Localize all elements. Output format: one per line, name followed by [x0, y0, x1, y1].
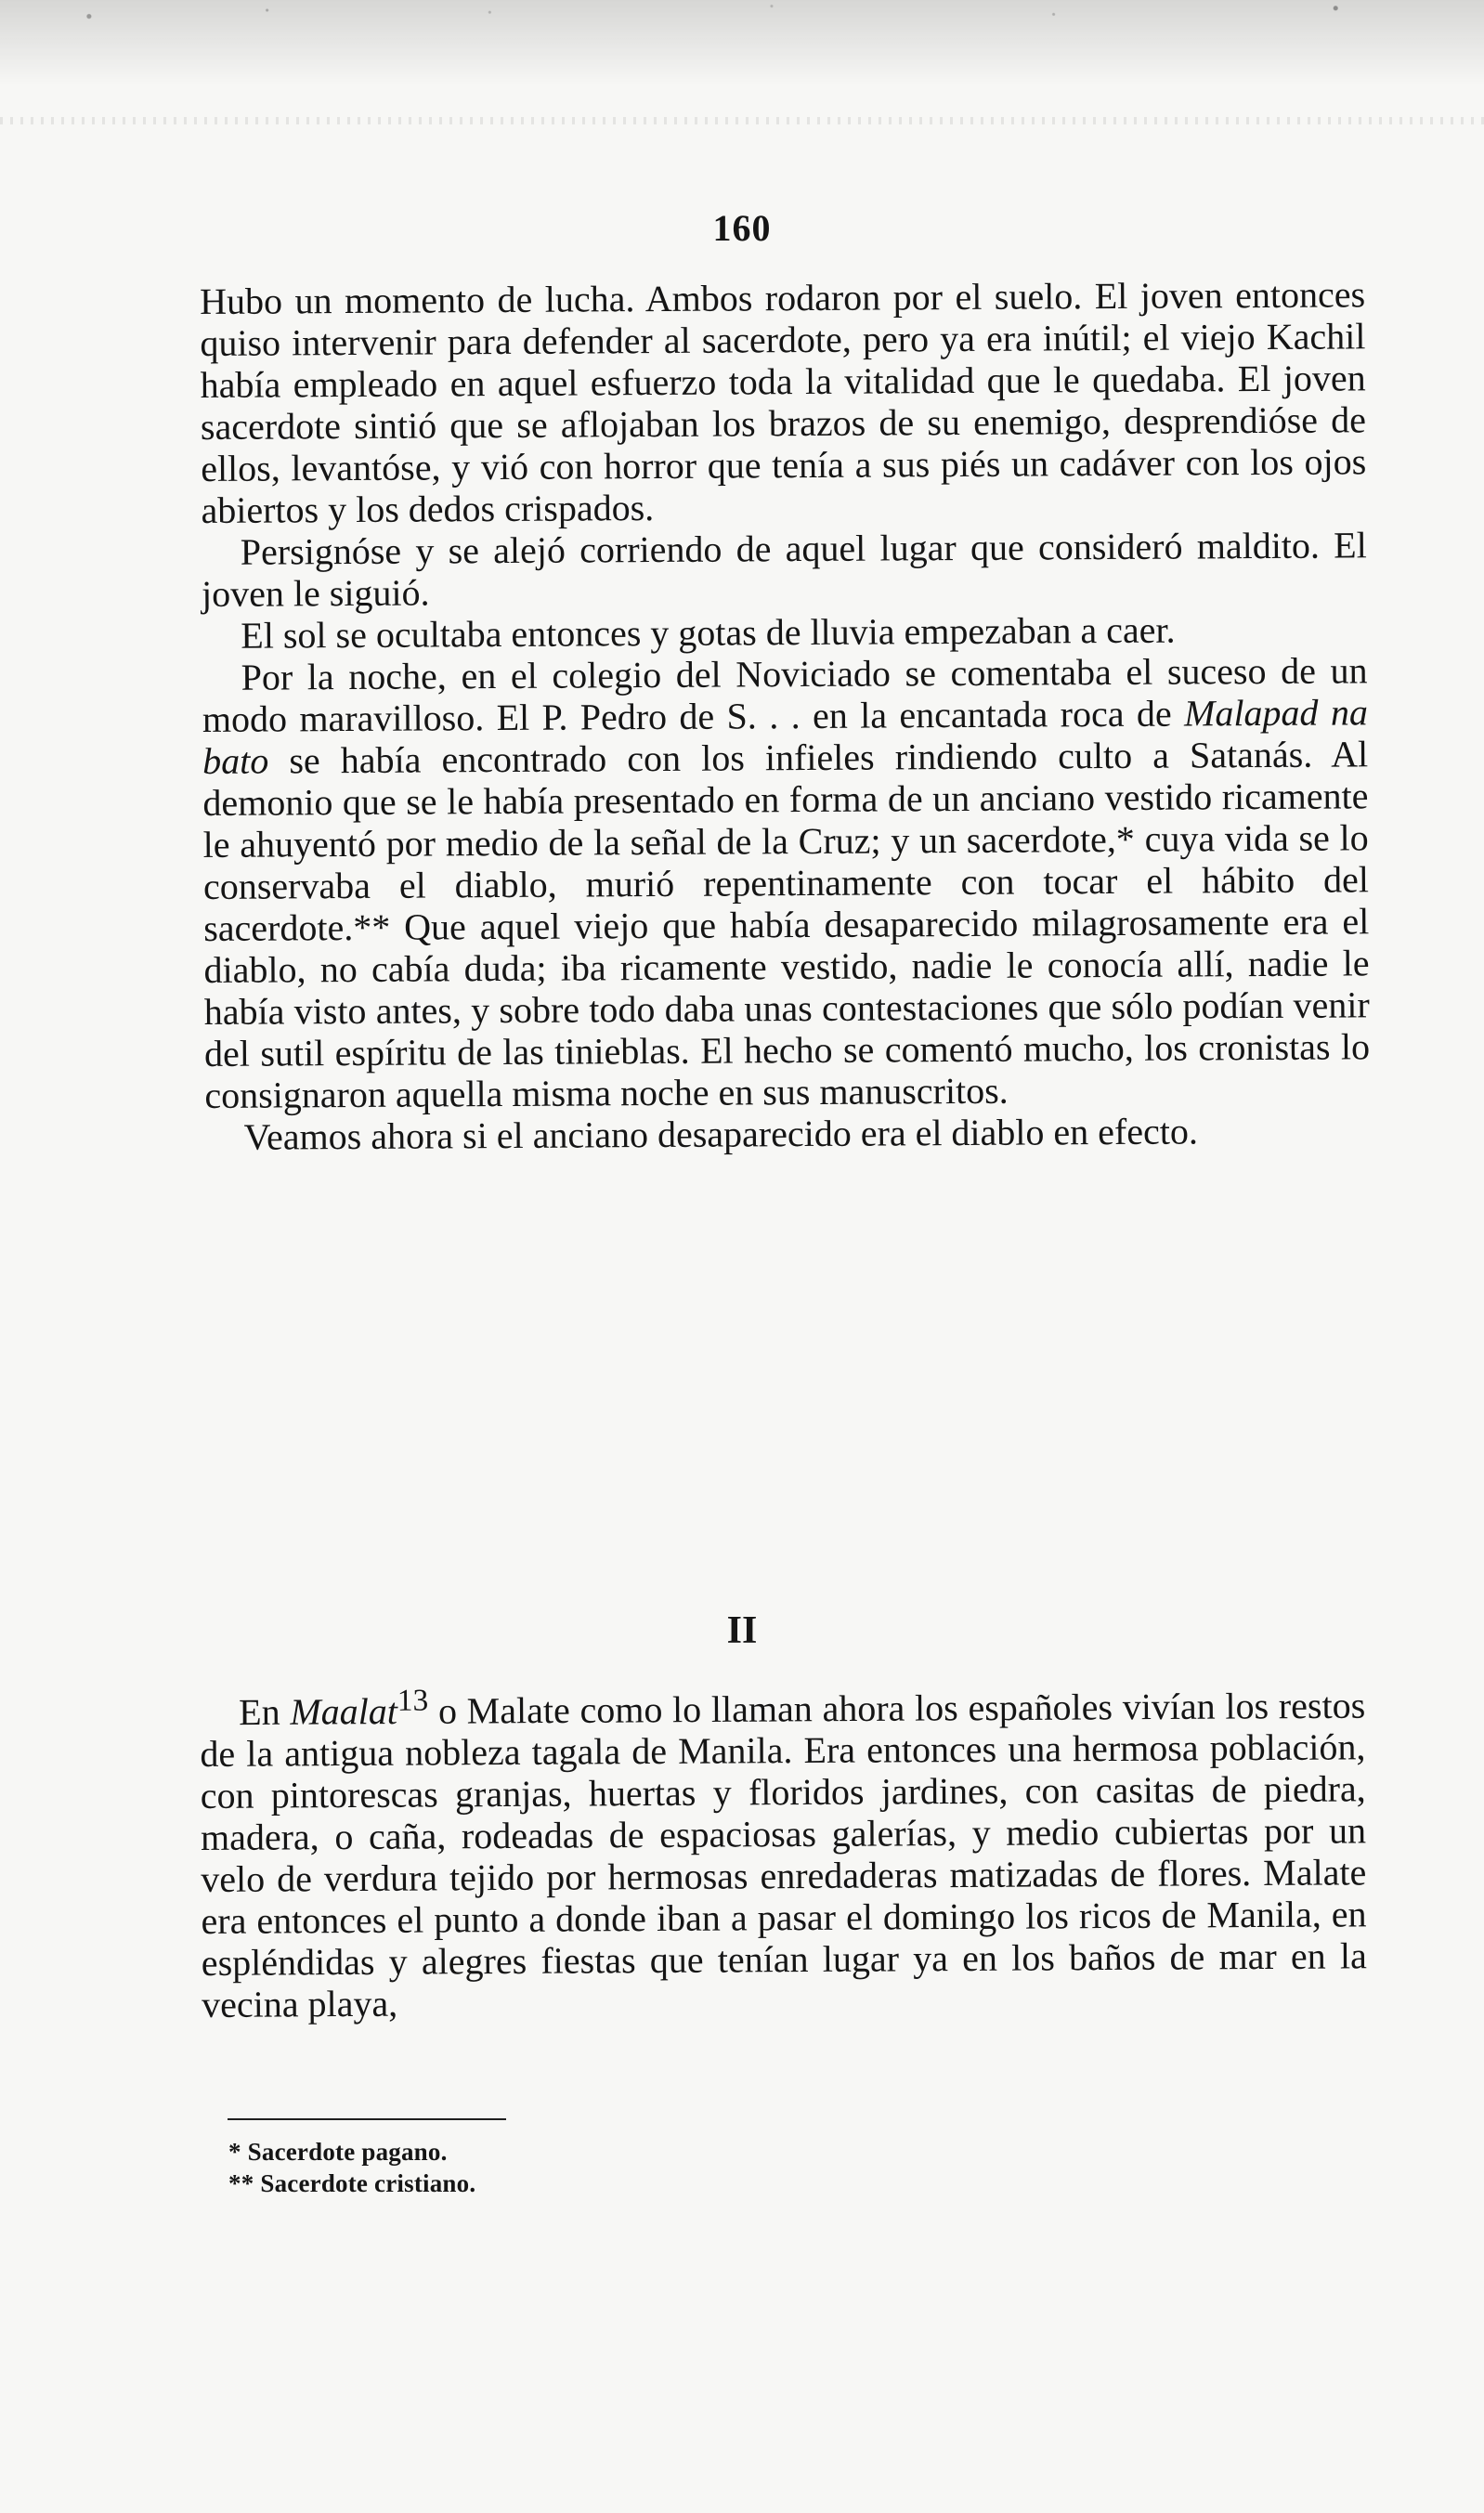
paragraph-6-italic-place: Maalat: [290, 1690, 398, 1733]
page-number: 160: [712, 207, 772, 249]
paragraph-6: [200, 1673, 1367, 2025]
footnotes: [228, 2136, 475, 2199]
paragraph-3: El sol se ocultaba entonces y gotas de lluvia empezaban a caer.: [241, 608, 1176, 657]
main-text-section-one: [200, 273, 1371, 1158]
paragraph-2: Persignóse y se alejó corriendo de aquel lugar que consideró maldito. El joven le siguió.: [201, 524, 1367, 615]
paragraph-5: Veamos ahora si el anciano desaparecido era el diablo en efecto.: [243, 1110, 1199, 1158]
paragraph-4-before-italic: Por la noche, en el colegio del Noviciado se comentaba el suceso de un modo maravilloso. El P. Pedro de S. . . en la encantada roca de: [202, 649, 1368, 740]
paragraph-4-after-italic: se había encontrado con los infieles rindiendo culto a Satanás. Al demonio que se le había presentado en forma de un anciano vestido ricamente le ahuyentó por medio de la señal de la Cruz; y un sacerdote,* cuya vida se lo conservaba el diablo, murió repentinamente con tocar el hábito del sacerdote.** Que aquel viejo que había desaparecido milagrosamente era el diablo, no cabía duda; iba ricamente vestido, nadie le conocía allí, nadie le había visto antes, y sobre todo daba unas contestaciones que sólo podían venir del sutil espíritu de las tinieblas. El hecho se comentó mucho, los cronistas lo consignaron aquella misma noche en sus manuscritos.: [202, 733, 1371, 1116]
main-text-section-two: [200, 1673, 1367, 2025]
paragraph-4-italic-place: Malapad na bato: [202, 691, 1369, 782]
paragraph-6-superscript: 13: [397, 1683, 429, 1718]
paragraph-1: Hubo un momento de lucha. Ambos rodaron por el suelo. El joven entonces quiso intervenir para defender al sacerdote, pero ya era inútil; el viejo Kachil había empleado en aquel esfuerzo toda la vitalidad que le quedaba. El joven sacerdote sintió que se aflojaban los brazos de su enemigo, desprendióse de ellos, levantóse, y vió con horror que tenía a sus piés un cadáver con los ojos abiertos y los dedos crispados.: [200, 273, 1367, 531]
section-heading: II: [726, 1609, 758, 1652]
paragraph-6-lead: En: [239, 1690, 291, 1734]
paragraph-6-rest: o Malate como lo llaman ahora los españoles vivían los restos de la antigua nobleza tagala de Manila. Era entonces una hermosa población, con pintorescas granjas, huertas y floridos jardines, con casitas de piedra, madera, o caña, rodeadas de espaciosas galerías, y medio cubiertas por un velo de verdura tejido por hermosas enredaderas matizadas de flores. Malate era entonces el punto a donde iban a pasar el domingo los ricos de Manila, en espléndidas y alegres fiestas que tenían lugar ya en los baños de mar en la vecina playa,: [200, 1684, 1367, 2026]
footnote-divider: [228, 2118, 506, 2120]
footnote-2: ** Sacerdote cristiano.: [228, 2169, 476, 2197]
footnote-1: * Sacerdote pagano.: [228, 2138, 448, 2166]
paragraph-4: [202, 649, 1370, 1116]
scanned-page-top-noise: [0, 0, 1484, 204]
